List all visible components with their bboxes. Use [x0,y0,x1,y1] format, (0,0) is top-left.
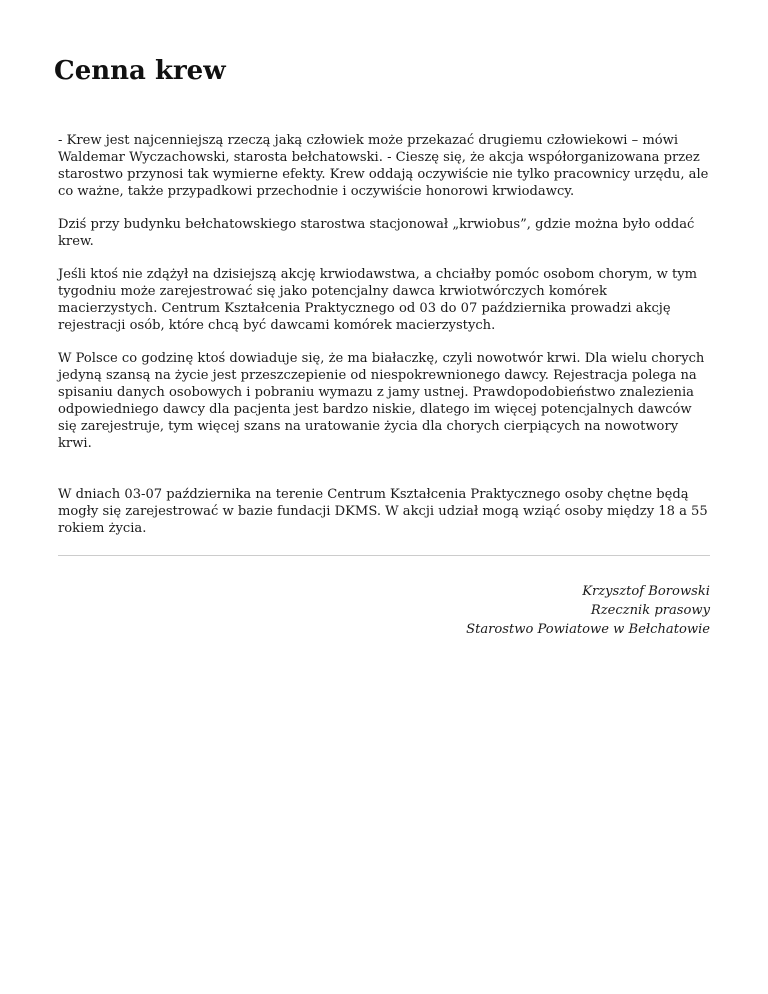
article-paragraph: - Krew jest najcenniejszą rzeczą jaką człowiek może przekazać drugiemu człowiekowi – mówi Waldemar Wyczachowski, starosta bełchatowski. - Cieszę się, że akcja współorganizowana przez starostwo przynosi tak wymierne efekty. Krew oddają oczywiście nie tylko pracownicy urzędu, ale co ważne, także przypadkowi przechodnie i oczywiście honorowi krwiodawcy. [58,133,709,199]
article-paragraph: Jeśli ktoś nie zdążył na dzisiejszą akcję krwiodawstwa, a chciałby pomóc osobom chorym, w tym tygodniu może zarejestrować się jako potencjalny dawca krwiotwórczych komórek macierzystych. Centrum Kształcenia Praktycznego od 03 do 07 października prowadzi akcję rejestracji osób, które chcą być dawcami komórek macierzystych. [58,267,698,333]
article-title: Cenna krew [54,56,226,86]
signature-block [58,582,710,639]
signature-office: Starostwo Powiatowe w Bełchatowie [466,622,710,637]
article-body [58,132,710,537]
article-paragraph: W Polsce co godzinę ktoś dowiaduje się, że ma białaczkę, czyli nowotwór krwi. Dla wielu chorych jedyną szansą na życie jest przeszczepienie od niespokrewnionego dawcy. Rejestracja polega na spisaniu danych osobowych i pobraniu wymazu z jamy ustnej. Prawdopodobieństwo znalezienia odpowiedniego dawcy dla pacjenta jest bardzo niskie, dlatego im więcej potencjalnych dawców się zarejestruje, tym więcej szans na uratowanie życia dla chorych cierpiących na nowotwory krwi. [58,351,705,451]
article-paragraph: Dziś przy budynku bełchatowskiego starostwa stacjonował „krwiobus”, gdzie można było oddać krew. [58,217,695,249]
signature-role: Rzecznik prasowy [590,603,710,618]
document-page [54,52,710,639]
article-paragraph: W dniach 03-07 października na terenie Centrum Kształcenia Praktycznego osoby chętne będą mogły się zarejestrować w bazie fundacji DKMS. W akcji udział mogą wziąć osoby między 18 a 55 rokiem życia. [58,487,708,536]
divider [58,555,710,556]
signature-name: Krzysztof Borowski [582,584,710,599]
